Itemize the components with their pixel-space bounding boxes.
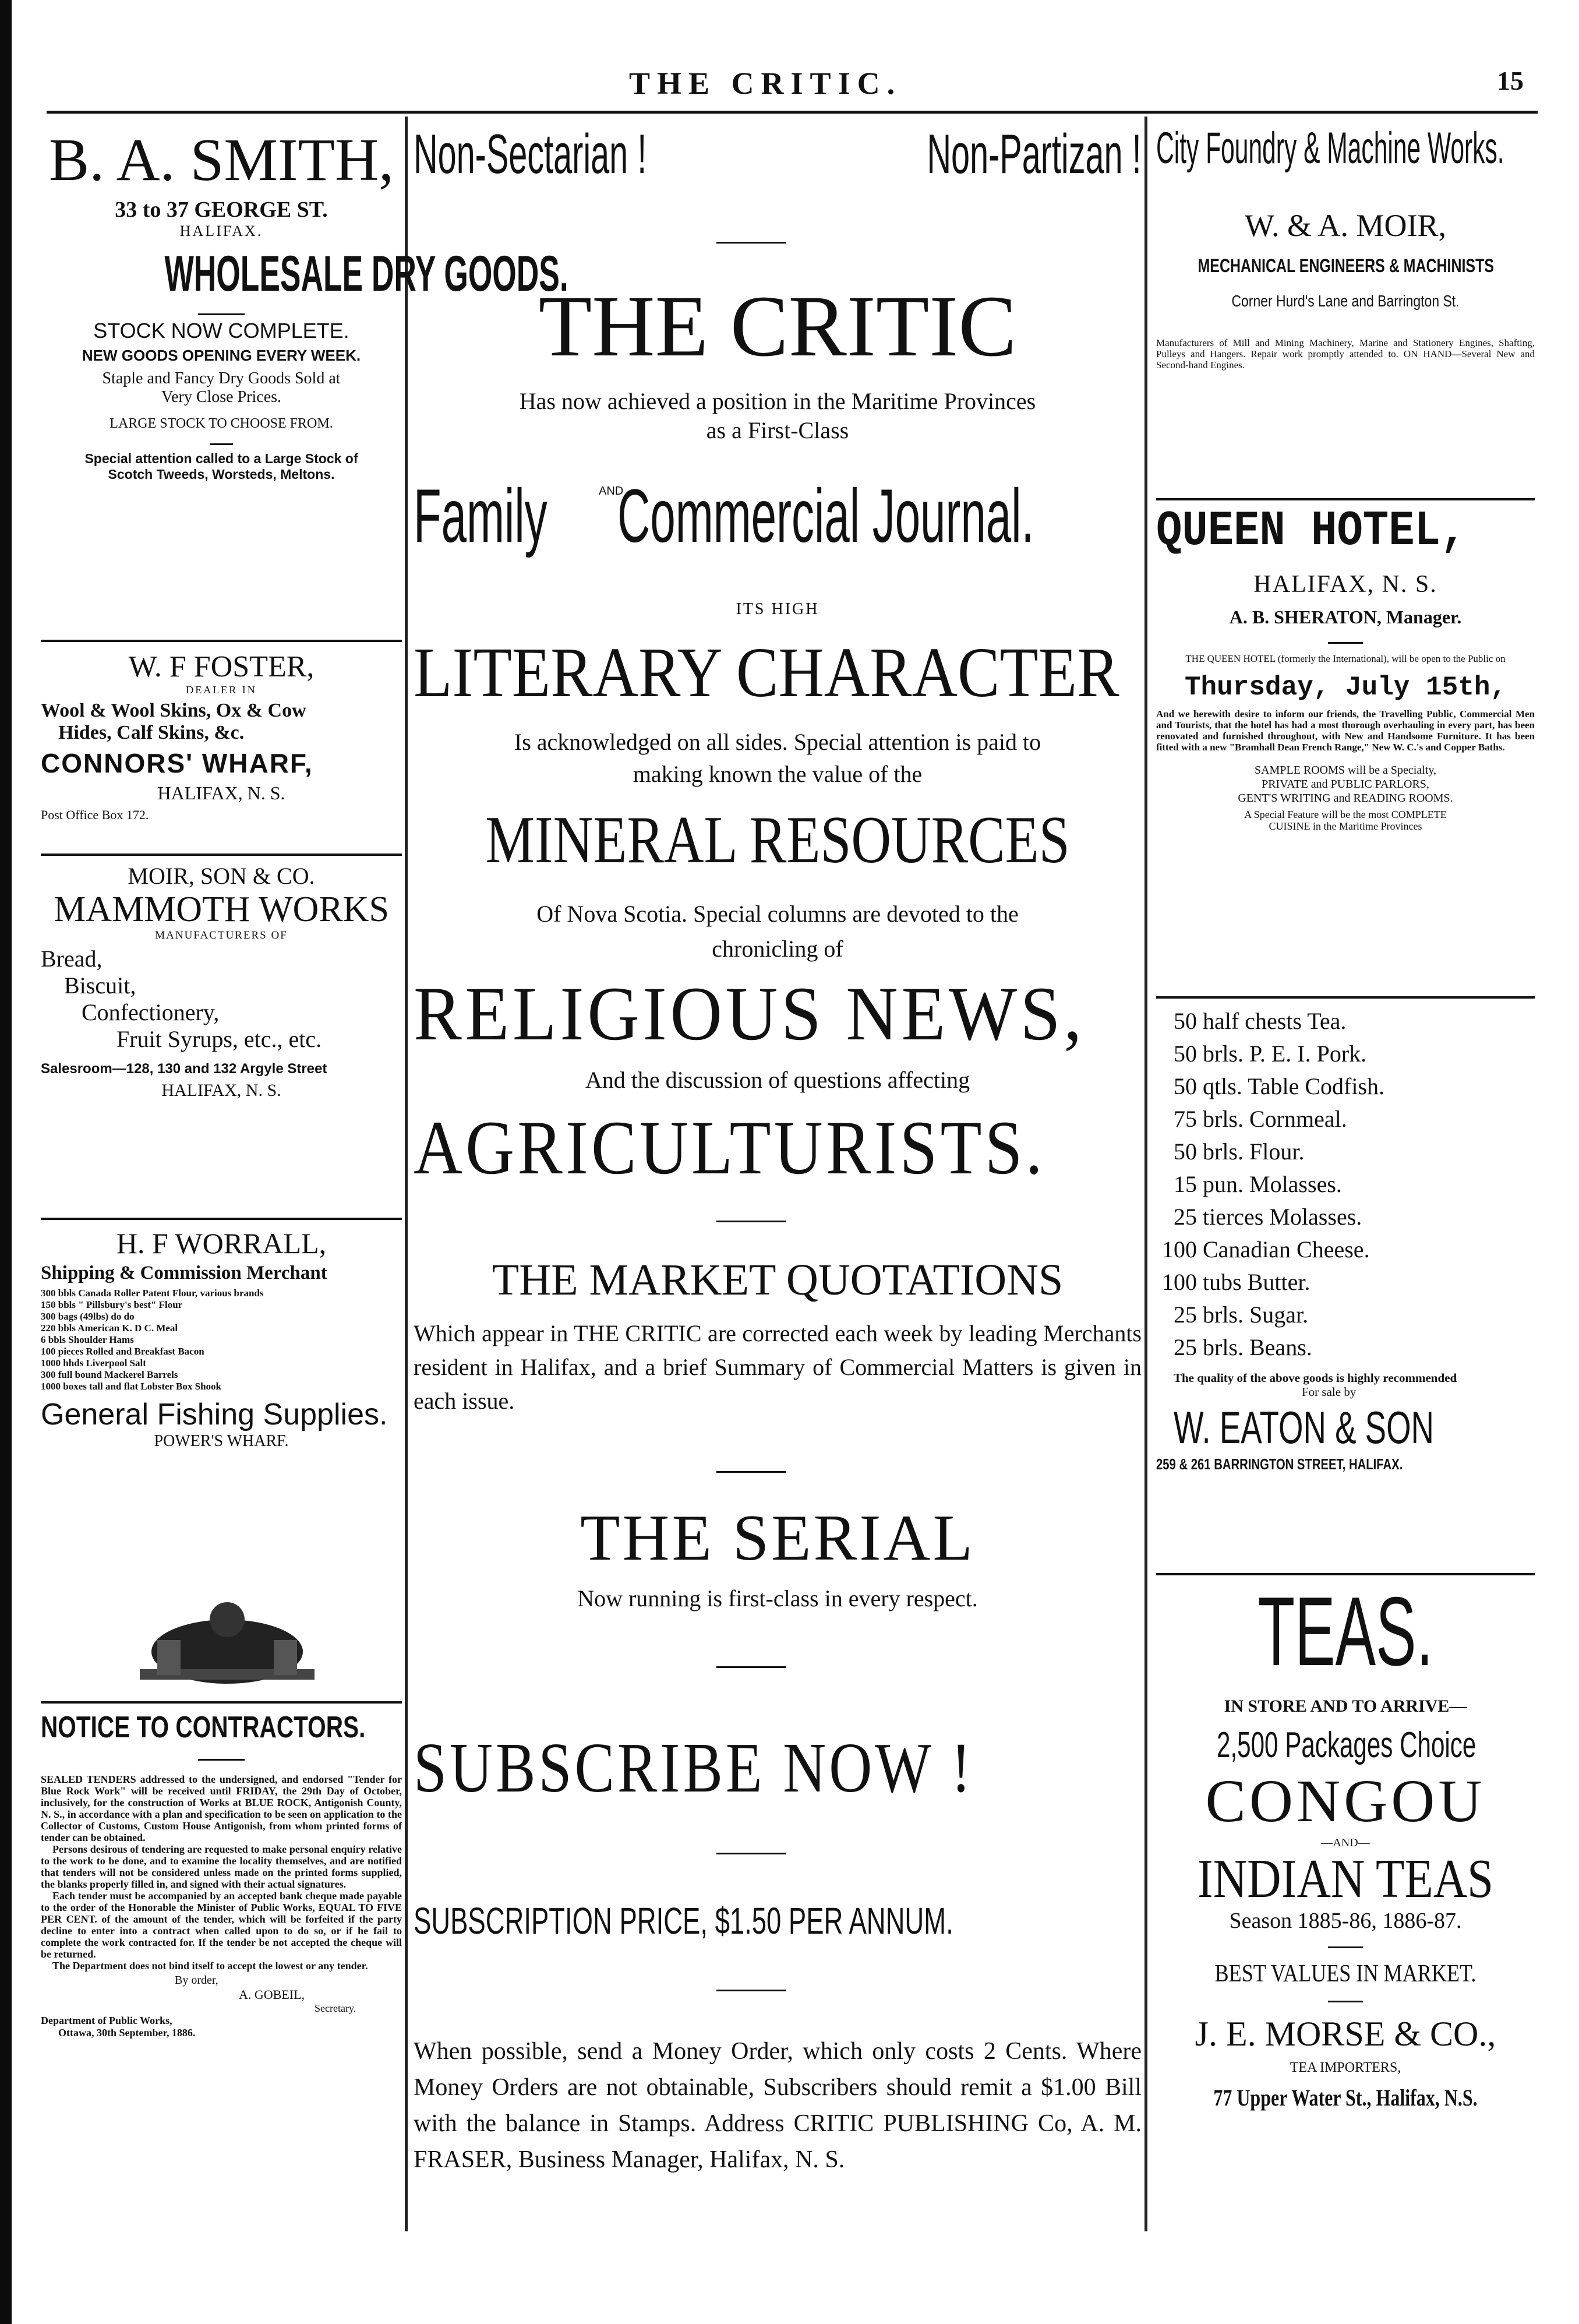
rule bbox=[1156, 498, 1535, 500]
eaton-item: 25 brls. Sugar. bbox=[1174, 1302, 1309, 1328]
queen-name: QUEEN HOTEL, bbox=[1156, 504, 1467, 559]
foster-line4: HALIFAX, N. S. bbox=[157, 782, 285, 803]
queen-parlors: PRIVATE and PUBLIC PARLORS, bbox=[1262, 778, 1429, 791]
page-header-title: THE CRITIC. bbox=[629, 66, 902, 101]
non-sectarian: Non-Sectarian ! bbox=[414, 123, 647, 185]
critic-text3: Is acknowledged on all sides. Special attention is paid to bbox=[514, 729, 1041, 755]
subscribe-now: SUBSCRIBE NOW ! bbox=[414, 1729, 974, 1807]
rule bbox=[1156, 1573, 1535, 1575]
notice-para: Persons desirous of tendering are requested to make personal enquiry relative to the work to be done, and to examine the locality themselves, and are notified that tenders will not be considered unless made on the printed forms supplied, the blanks properly filled in, and signed with their actual signatures. bbox=[41, 1843, 402, 1890]
teas-congou: CONGOU bbox=[1205, 1768, 1486, 1835]
smith-name: B. A. SMITH, bbox=[48, 126, 394, 193]
smith-line6: Special attention called to a Large Stock of bbox=[84, 451, 358, 466]
smith-line7: Scotch Tweeds, Worsteds, Meltons. bbox=[108, 467, 335, 482]
smith-address: 33 to 37 GEORGE ST. bbox=[115, 198, 328, 222]
critic-text7: And the discussion of questions affecting bbox=[585, 1067, 970, 1093]
critic-text2: as a First-Class bbox=[706, 417, 849, 443]
foundry-trade: MECHANICAL ENGINEERS & MACHINISTS bbox=[1198, 255, 1494, 276]
foundry-name: City Foundry & Machine Works. bbox=[1156, 124, 1504, 173]
teas-best-values: BEST VALUES IN MARKET. bbox=[1214, 1960, 1476, 1987]
eaton-ad bbox=[1156, 1005, 1535, 1473]
eaton-item: 25 brls. Beans. bbox=[1174, 1334, 1312, 1360]
notice-title: NOTICE TO CONTRACTORS. bbox=[41, 1711, 366, 1744]
foundry-desc: Manufacturers of Mill and Mining Machinery, Marine and Stationery Engines, Shafting, Pulleys and Hangers. Repair work promptly attended to. ON HAND—Several New and Second-hand Engines. bbox=[1156, 337, 1535, 371]
teas-importers: TEA IMPORTERS, bbox=[1290, 2060, 1401, 2075]
foundry-ad bbox=[1156, 122, 1535, 371]
notice-ad bbox=[41, 1710, 402, 2039]
eaton-item: 50 brls. P. E. I. Pork. bbox=[1174, 1041, 1367, 1067]
smith-line2: NEW GOODS OPENING EVERY WEEK. bbox=[82, 347, 361, 364]
critic-text4: making known the value of the bbox=[633, 761, 923, 787]
and-vertical: AND bbox=[599, 485, 624, 498]
moir-mfr: MANUFACTURERS OF bbox=[155, 929, 288, 941]
queen-open: THE QUEEN HOTEL (formerly the International), will be open to the Public on bbox=[1185, 653, 1506, 664]
eaton-item: 25 tierces Molasses. bbox=[1174, 1204, 1362, 1230]
notice-para: Each tender must be accompanied by an accepted bank cheque made payable to the order of the Honorable the Minister of Public Works, EQUAL TO FIVE PER CENT. of the amount of the tender, which will be forfeited if the party decline to enter into a contract when called upon to do so, or if he fail to complete the work contracted for. If the tender be not accepted the cheque will be returned. bbox=[41, 1890, 402, 1960]
notice-date: Ottawa, 30th September, 1886. bbox=[58, 2027, 196, 2039]
tagline bbox=[414, 122, 1142, 192]
teas-and: —AND— bbox=[1321, 1836, 1370, 1849]
the-serial: THE SERIAL bbox=[580, 1502, 975, 1574]
queen-sample-rooms: SAMPLE ROOMS will be a Specialty, bbox=[1254, 764, 1437, 777]
family-word: Family bbox=[414, 473, 547, 558]
foster-line3: CONNORS' WHARF, bbox=[41, 748, 313, 778]
foster-line1: Wool & Wool Skins, Ox & Cow bbox=[41, 700, 306, 721]
notice-para: SEALED TENDERS addressed to the undersigned, and endorsed "Tender for Blue Rock Work" will be received until FRIDAY, the 29th Day of October, inclusively, for the construction of Works at BLUE ROCK, Antigonish County, N. S., in accordance with a plan and specification to be seen on application to the Collector of Customs, Custom House Antigonish, from whom printed forms of tender can be obtained. bbox=[41, 1773, 402, 1843]
teas-firm: J. E. MORSE & CO., bbox=[1195, 2015, 1496, 2053]
worrall-item: 300 bags (49lbs) do do bbox=[41, 1311, 135, 1322]
notice-department: Department of Public Works, bbox=[41, 2015, 172, 2026]
rule bbox=[41, 640, 402, 642]
queen-feature: A Special Feature will be the most COMPLETE bbox=[1244, 809, 1447, 820]
payment-text: When possible, send a Money Order, which only costs 2 Cents. Where Money Orders are not obtainable, Subscribers should remit a $1.00 Bill with the balance in Stamps. Address CRITIC PUBLISHING Co, A. M. FRASER, Business Manager, Halifax, N. S. bbox=[414, 2038, 1142, 2173]
eaton-item: 75 brls. Cornmeal. bbox=[1174, 1106, 1347, 1132]
worrall-item: 1000 boxes tall and flat Lobster Box Shook bbox=[41, 1381, 221, 1392]
critic-masthead: THE CRITIC bbox=[538, 278, 1017, 375]
queen-desc: And we herewith desire to inform our friends, the Travelling Public, Commercial Men and Tourists, that the hotel has had a most thorough overhauling in every part, has been renovated and furnished throughout, with New and Handsome Furniture. It has been fitted with a new "Bramhall Dean French Range," New W. C.'s and Copper Baths. bbox=[1156, 708, 1535, 753]
rule bbox=[1156, 996, 1535, 999]
worrall-wharf: POWER'S WHARF. bbox=[154, 1432, 289, 1450]
worrall-ad bbox=[41, 1226, 402, 1451]
worrall-item: 150 bbls " Pillsbury's best" Flour bbox=[41, 1299, 183, 1310]
queen-manager: A. B. SHERATON, Manager. bbox=[1229, 606, 1462, 627]
eaton-item: 100 tubs Butter. bbox=[1162, 1269, 1310, 1295]
worrall-item: 300 full bound Mackerel Barrels bbox=[41, 1369, 178, 1380]
page-edge-bar bbox=[0, 0, 12, 2324]
moir-line3: Confectionery, bbox=[82, 999, 220, 1025]
foundry-firm: W. & A. MOIR, bbox=[1244, 208, 1447, 243]
moir-line6: HALIFAX, N. S. bbox=[161, 1081, 281, 1100]
teas-address: 77 Upper Water St., Halifax, N.S. bbox=[1213, 2085, 1478, 2111]
royal-crest-illustration bbox=[41, 1596, 402, 1695]
queen-ad bbox=[1156, 504, 1535, 832]
smith-banner: WHOLESALE DRY GOODS. bbox=[164, 246, 568, 302]
worrall-item: 220 bbls American K. D C. Meal bbox=[41, 1323, 178, 1334]
rule bbox=[41, 854, 402, 856]
teas-packages: 2,500 Packages Choice bbox=[1217, 1725, 1476, 1765]
worrall-item: 300 bbls Canada Roller Patent Flour, various brands bbox=[41, 1288, 264, 1299]
critic-text1: Has now achieved a position in the Maritime Provinces bbox=[519, 388, 1036, 414]
right-column bbox=[1156, 122, 1535, 2231]
eaton-item: 50 qtls. Table Codfish. bbox=[1174, 1073, 1385, 1099]
rule bbox=[41, 1701, 402, 1704]
eaton-address: 259 & 261 BARRINGTON STREET, HALIFAX. bbox=[1156, 1455, 1403, 1473]
eaton-quality: The quality of the above goods is highly recommended bbox=[1174, 1371, 1457, 1385]
column-rule-left bbox=[405, 117, 408, 2231]
page-number: 15 bbox=[1497, 66, 1524, 96]
family-journal bbox=[414, 472, 1142, 558]
its-high: ITS HIGH bbox=[736, 600, 819, 618]
mineral-resources: MINERAL RESOURCES bbox=[485, 803, 1070, 877]
moir-line2: Biscuit, bbox=[64, 972, 136, 999]
eaton-item: 50 half chests Tea. bbox=[1174, 1008, 1347, 1034]
non-partizan: Non-Partizan ! bbox=[927, 123, 1142, 185]
smith-line1: STOCK NOW COMPLETE. bbox=[93, 319, 349, 343]
foster-line2: Hides, Calf Skins, &c. bbox=[58, 722, 245, 743]
middle-column bbox=[414, 122, 1142, 2231]
notice-secretary: Secretary. bbox=[315, 2002, 356, 2014]
eaton-item: 100 Canadian Cheese. bbox=[1162, 1236, 1370, 1262]
eaton-for-sale: For sale by bbox=[1302, 1385, 1357, 1399]
foster-dealer: DEALER IN bbox=[186, 684, 257, 696]
teas-season: Season 1885-86, 1886-87. bbox=[1229, 1909, 1462, 1933]
moir-line1: Bread, bbox=[41, 946, 103, 972]
serial-text: Now running is first-class in every respect. bbox=[577, 1585, 978, 1611]
literary-character: LITERARY CHARACTER bbox=[414, 633, 1119, 712]
critic-text6: chronicling of bbox=[712, 936, 843, 962]
subscription-price: SUBSCRIPTION PRICE, $1.50 PER ANNUM. bbox=[414, 1900, 953, 1942]
moir-name: MOIR, SON & CO. bbox=[128, 863, 315, 889]
teas-ad bbox=[1156, 1579, 1535, 2111]
market-quotations-text: Which appear in THE CRITIC are corrected each week by leading Merchants resident in Halifax, and a brief Summary of Commercial Matters is given in each issue. bbox=[414, 1320, 1142, 1414]
smith-city: HALIFAX. bbox=[179, 223, 263, 239]
teas-indian: INDIAN TEAS bbox=[1197, 1849, 1494, 1909]
moir-line4: Fruit Syrups, etc., etc. bbox=[116, 1026, 322, 1052]
header-rule bbox=[47, 111, 1538, 114]
moir-works: MAMMOTH WORKS bbox=[54, 890, 389, 929]
crest-icon bbox=[41, 1596, 402, 1695]
worrall-supplies: General Fishing Supplies. bbox=[41, 1398, 388, 1431]
queen-writing-rooms: GENT'S WRITING and READING ROOMS. bbox=[1238, 792, 1453, 805]
eaton-name: W. EATON & SON bbox=[1174, 1402, 1434, 1453]
notice-by: By order, bbox=[175, 1974, 218, 1987]
religious-news: RELIGIOUS NEWS, bbox=[414, 971, 1085, 1056]
moir-ad bbox=[41, 862, 402, 1101]
notice-signature: A. GOBEIL, bbox=[239, 1987, 305, 2002]
eaton-item: 15 pun. Molasses. bbox=[1174, 1171, 1342, 1197]
foundry-corner: Corner Hurd's Lane and Barrington St. bbox=[1231, 292, 1460, 310]
smith-line3: Staple and Fancy Dry Goods Sold at bbox=[102, 369, 341, 387]
queen-date: Thursday, July 15th, bbox=[1184, 672, 1507, 703]
rule bbox=[41, 1218, 402, 1220]
worrall-item: 6 bbls Shoulder Hams bbox=[41, 1334, 134, 1345]
worrall-name: H. F WORRALL, bbox=[116, 1227, 327, 1260]
commercial-journal-word: Commercial Journal. bbox=[617, 473, 1034, 558]
eaton-item: 50 brls. Flour. bbox=[1174, 1138, 1305, 1165]
critic-text5: Of Nova Scotia. Special columns are devoted to the bbox=[536, 901, 1019, 927]
column-rule-right bbox=[1144, 117, 1147, 2231]
queen-cuisine: CUISINE in the Maritime Provinces bbox=[1269, 820, 1422, 832]
teas-store: IN STORE AND TO ARRIVE— bbox=[1224, 1697, 1467, 1716]
market-quotations: THE MARKET QUOTATIONS bbox=[492, 1256, 1064, 1304]
queen-city: HALIFAX, N. S. bbox=[1253, 571, 1437, 598]
worrall-item: 1000 hhds Liverpool Salt bbox=[41, 1357, 146, 1369]
foster-ad bbox=[41, 650, 402, 823]
moir-line5: Salesroom—128, 130 and 132 Argyle Street bbox=[41, 1061, 327, 1077]
foster-name: W. F FOSTER, bbox=[128, 650, 315, 683]
teas-title: TEAS. bbox=[1257, 1577, 1433, 1686]
smith-line5: LARGE STOCK TO CHOOSE FROM. bbox=[109, 416, 333, 431]
smith-line4: Very Close Prices. bbox=[161, 388, 282, 406]
notice-para: The Department does not bind itself to accept the lowest or any tender. bbox=[52, 1960, 368, 1972]
agriculturists: AGRICULTURISTS. bbox=[414, 1105, 1045, 1190]
worrall-item: 100 pieces Rolled and Breakfast Bacon bbox=[41, 1346, 204, 1357]
worrall-trade: Shipping & Commission Merchant bbox=[41, 1262, 327, 1283]
foster-line5: Post Office Box 172. bbox=[41, 807, 149, 822]
